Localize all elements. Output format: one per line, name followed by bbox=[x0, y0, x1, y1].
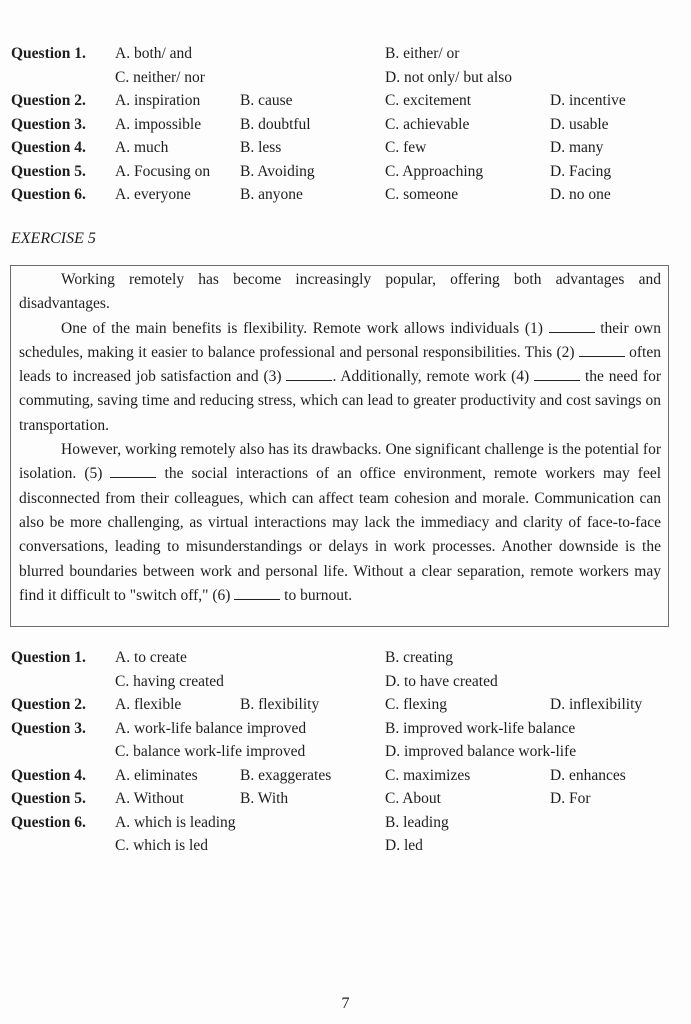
option-c: C. having created bbox=[115, 672, 224, 690]
option-c: C. maximizes bbox=[385, 766, 471, 784]
option-d: D. no one bbox=[550, 186, 611, 203]
question-label: Question 1. bbox=[11, 45, 86, 62]
blank-4 bbox=[534, 366, 580, 381]
option-c: C. balance work-life improved bbox=[115, 743, 306, 760]
passage-text: to burnout. bbox=[284, 586, 353, 604]
option-b: B. doubtful bbox=[240, 115, 311, 133]
option-b: B. creating bbox=[385, 649, 454, 666]
question-row bbox=[11, 136, 681, 160]
question-row bbox=[11, 764, 681, 788]
option-b: B. exaggerates bbox=[240, 766, 332, 784]
blank-3 bbox=[286, 366, 332, 381]
option-d: D. to have created bbox=[385, 672, 498, 690]
blank-6 bbox=[234, 585, 280, 600]
exercise5-questions bbox=[11, 646, 681, 858]
passage-text: their own schedules, making it easier to balance professional and personal responsibilities. This (2) bbox=[19, 319, 661, 361]
option-c: C. few bbox=[385, 139, 427, 156]
passage-text: the social interactions of an office environment, remote workers may feel disconnected from their colleagues, which can affect team cohesion and morale. Communication can also be more challenging, as virtual interactions may lack the immediacy and clarity of face-to-face conversations, leading to misunderstandings or delays in work processes. Another downside is the blurred boundaries between work and personal life. Without a clear separation, remote workers may find it difficult to "switch off," (6) bbox=[19, 465, 662, 604]
passage-text: Working remotely has become increasingly popular, offering both advantages and disadvantages. bbox=[19, 271, 661, 313]
question-row bbox=[11, 787, 681, 811]
option-a: A. work-life balance improved bbox=[115, 719, 307, 737]
question-row bbox=[11, 183, 681, 207]
option-a: A. Focusing on bbox=[115, 162, 211, 180]
question-label: Question 3. bbox=[11, 115, 86, 133]
option-d: D. not only/ but also bbox=[385, 68, 513, 86]
option-d: D. For bbox=[550, 790, 591, 807]
option-b: B. anyone bbox=[240, 186, 303, 203]
option-a: A. inspiration bbox=[115, 92, 201, 109]
option-d: D. incentive bbox=[550, 92, 626, 109]
question-label: Question 2. bbox=[11, 696, 86, 713]
option-d: D. improved balance work-life bbox=[385, 743, 577, 760]
option-b: B. improved work-life balance bbox=[385, 719, 576, 737]
passage-text: the need for commuting, saving time and reducing stress, which can lead to greater productivity and cost savings on transportation. bbox=[19, 368, 661, 434]
question-row bbox=[11, 811, 681, 835]
question-row bbox=[11, 160, 681, 184]
question-label: Question 3. bbox=[11, 719, 86, 737]
option-d: D. many bbox=[550, 139, 604, 156]
option-a: A. which is leading bbox=[115, 813, 236, 831]
passage-text: . Additionally, remote work (4) bbox=[332, 368, 530, 386]
blank-2 bbox=[579, 342, 625, 357]
option-a: A. both/ and bbox=[115, 45, 193, 62]
question-row-continued bbox=[11, 670, 681, 694]
question-label: Question 1. bbox=[11, 649, 86, 666]
option-a: A. Without bbox=[115, 790, 184, 807]
question-label: Question 4. bbox=[11, 766, 86, 784]
passage-paragraph bbox=[19, 438, 661, 608]
option-d: D. usable bbox=[550, 115, 609, 133]
question-label: Question 6. bbox=[11, 813, 86, 831]
question-label: Question 4. bbox=[11, 139, 86, 156]
option-c: C. neither/ nor bbox=[115, 68, 205, 86]
option-b: B. With bbox=[240, 790, 289, 807]
option-c: C. About bbox=[385, 790, 441, 807]
option-a: A. impossible bbox=[115, 115, 202, 133]
reading-passage bbox=[10, 265, 669, 627]
question-row bbox=[11, 89, 681, 113]
blank-5 bbox=[110, 463, 156, 478]
option-a: A. everyone bbox=[115, 186, 191, 203]
option-b: B. Avoiding bbox=[240, 162, 315, 180]
page-number: 7 bbox=[341, 995, 350, 1012]
option-a: A. much bbox=[115, 139, 169, 156]
option-b: B. either/ or bbox=[385, 45, 460, 62]
passage-text: One of the main benefits is flexibility. Remote work allows individuals (1) bbox=[61, 319, 543, 337]
option-c: C. flexing bbox=[385, 696, 447, 713]
question-label: Question 6. bbox=[11, 186, 86, 203]
option-c: C. someone bbox=[385, 186, 459, 203]
option-d: D. enhances bbox=[550, 766, 626, 784]
option-a: A. eliminates bbox=[115, 766, 198, 784]
option-d: D. inflexibility bbox=[550, 696, 643, 713]
option-d: D. Facing bbox=[550, 162, 612, 180]
question-row bbox=[11, 42, 681, 66]
passage-paragraph bbox=[19, 268, 661, 317]
passage-text: However, working remotely also has its drawbacks. One significant challenge is the potential for isolation. (5) bbox=[19, 441, 661, 483]
question-row bbox=[11, 693, 681, 717]
blank-1 bbox=[549, 318, 595, 333]
question-label: Question 5. bbox=[11, 790, 86, 807]
question-row bbox=[11, 113, 681, 137]
option-b: B. cause bbox=[240, 92, 293, 109]
option-b: B. flexibility bbox=[240, 696, 320, 713]
option-a: A. flexible bbox=[115, 696, 182, 713]
exercise-title: EXERCISE 5 bbox=[11, 230, 96, 247]
option-c: C. excitement bbox=[385, 92, 472, 109]
question-row bbox=[11, 646, 681, 670]
question-row-continued bbox=[11, 834, 681, 858]
option-b: B. less bbox=[240, 139, 282, 156]
option-a: A. to create bbox=[115, 649, 187, 666]
option-b: B. leading bbox=[385, 813, 449, 831]
passage-paragraph bbox=[19, 317, 661, 438]
exercise4-questions bbox=[11, 42, 681, 207]
option-c: C. achievable bbox=[385, 115, 470, 133]
question-label: Question 2. bbox=[11, 92, 86, 109]
option-c: C. which is led bbox=[115, 837, 208, 854]
question-row-continued bbox=[11, 740, 681, 764]
question-row-continued bbox=[11, 66, 681, 90]
question-row bbox=[11, 717, 681, 741]
option-d: D. led bbox=[385, 837, 423, 854]
option-c: C. Approaching bbox=[385, 162, 484, 180]
question-label: Question 5. bbox=[11, 162, 86, 180]
passage-text: often leads to increased job satisfaction and (3) bbox=[19, 343, 661, 386]
